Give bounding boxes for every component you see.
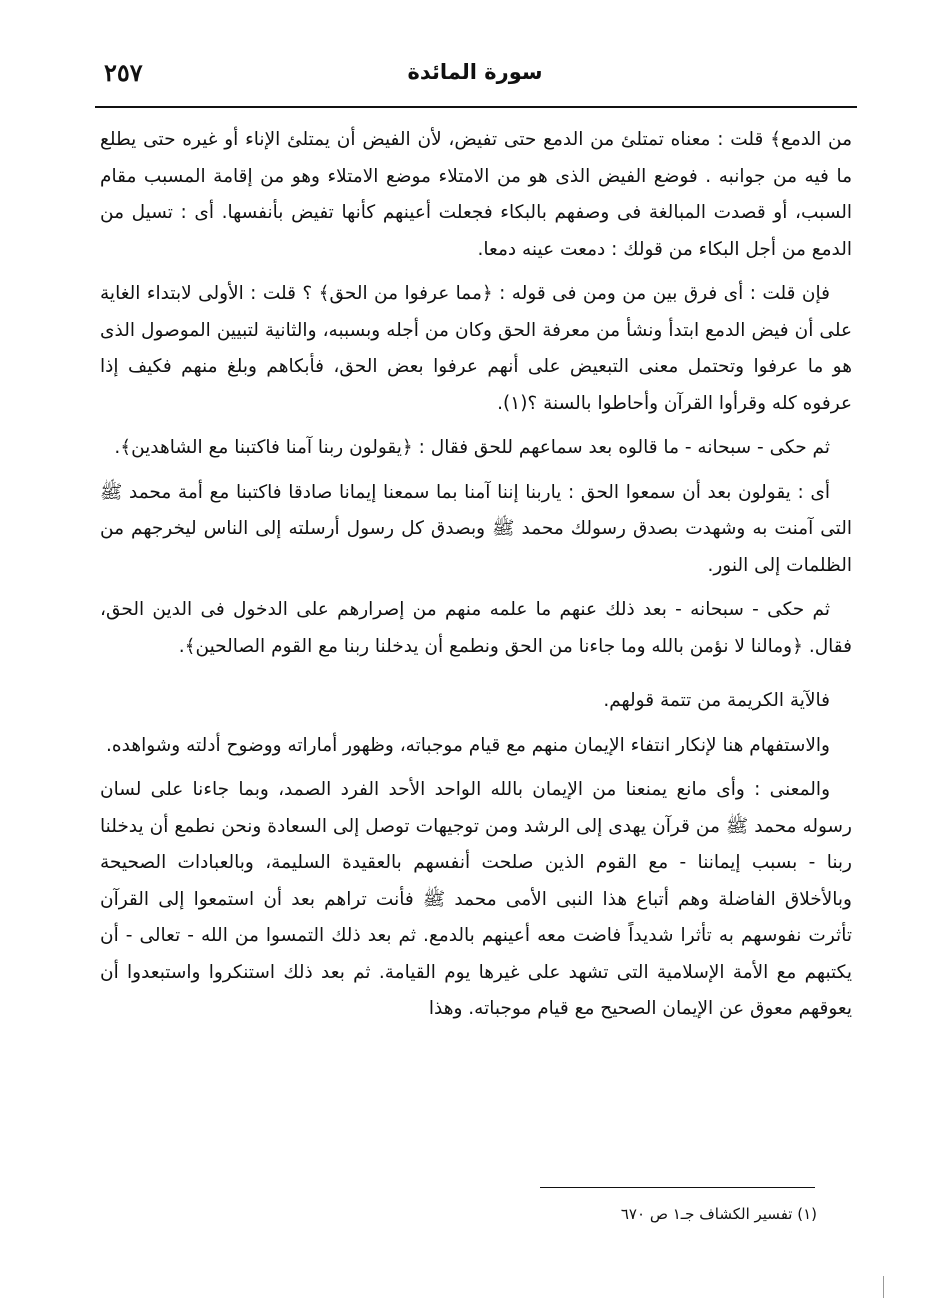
- footnote-divider: [540, 1187, 815, 1188]
- footnote: (١) تفسير الكشاف جـ١ ص ٦٧٠: [620, 1205, 817, 1223]
- header-divider: [95, 106, 857, 108]
- scan-margin-mark: [883, 1276, 884, 1298]
- page-number: ٢٥٧: [104, 58, 143, 87]
- paragraph-5: ثم حكى - سبحانه - بعد ذلك عنهم ما علمه منهم من إصرارهم على الدخول فى الدين الحق، فقال. ﴿ومالنا لا نؤمن بالله وما جاءنا من الحق ونطمع أن يدخلنا ربنا مع القوم الصالحين﴾.: [100, 599, 852, 657]
- paragraph-1: من الدمع﴾ قلت : معناه تمتلئ من الدمع حتى تفيض، لأن الفيض أن يمتلئ الإناء أو غيره حتى يطلع ما فيه من جوانبه . فوضع الفيض الذى هو من الامتلاء موضع الامتلاء وهو من إقامة المسبب مقام السبب، أو قصدت المبالغة فى وصفهم بالبكاء فجعلت أعينهم كأنها تفيض بأنفسها. أى : تسيل من الدمع من أجل البكاء من قولك : دمعت عينه دمعا.: [100, 129, 852, 260]
- paragraph-6: فالآية الكريمة من تتمة قولهم.: [603, 690, 830, 711]
- running-title: سورة المائدة: [407, 60, 543, 84]
- paragraph-3: ثم حكى - سبحانه - ما قالوه بعد سماعهم للحق فقال : ﴿يقولون ربنا آمنا فاكتبنا مع الشاهدين﴾.: [114, 437, 830, 458]
- paragraph-4: أى : يقولون بعد أن سمعوا الحق : ياربنا إننا آمنا بما سمعنا إيمانا صادقا فاكتبنا مع أمة محمد ﷺ التى آمنت به وشهدت بصدق رسولك محمد ﷺ وبصدق كل رسول أرسلته إلى الناس ليخرجهم من الظلمات إلى النور.: [100, 481, 852, 576]
- page-header: [92, 52, 858, 96]
- paragraph-8: والمعنى : وأى مانع يمنعنا من الإيمان بالله الواحد الأحد الفرد الصمد، وبما جاءنا على لسان رسوله محمد ﷺ من قرآن يهدى إلى الرشد ومن توجيهات توصل إلى السعادة ونحن نطمع أن يدخلنا ربنا - بسبب إيماننا - مع القوم الذين صلحت أنفسهم بالعقيدة السليمة، وبالعبادات الصحيحة وبالأخلاق الفاضلة وهم أتباع هذا النبى الأمى محمد ﷺ فأنت تراهم بعد أن استمعوا إلى القرآن تأثرت نفوسهم به تأثرا شديداً فاضت معه أعينهم بالدمع. ثم بعد ذلك التمسوا من الله - تعالى - أن يكتبهم مع الأمة الإسلامية التى تشهد على غيرها يوم القيامة. ثم بعد ذلك استنكروا واستبعدوا أن يعوقهم معوق عن الإيمان الصحيح مع قيام موجباته. وهذا: [100, 779, 852, 1019]
- main-text: [100, 122, 852, 1036]
- paragraph-2: فإن قلت : أى فرق بين من ومن فى قوله : ﴿مما عرفوا من الحق﴾ ؟ قلت : الأولى لابتداء الغاية على أن فيض الدمع ابتدأ ونشأ من معرفة الحق وكان من أجله وبسببه، والثانية لتبيين الموصول الذى هو ما عرفوا وتحتمل معنى التبعيض على أنهم عرفوا بعض الحق، فأبكاهم وبلغ منهم فكيف إذا عرفوه كله وقرأوا القرآن وأحاطوا بالسنة ؟(١).: [100, 283, 852, 414]
- paragraph-7: والاستفهام هنا لإنكار انتفاء الإيمان منهم مع قيام موجباته، وظهور أماراته ووضوح أدلته وشواهده.: [106, 734, 830, 756]
